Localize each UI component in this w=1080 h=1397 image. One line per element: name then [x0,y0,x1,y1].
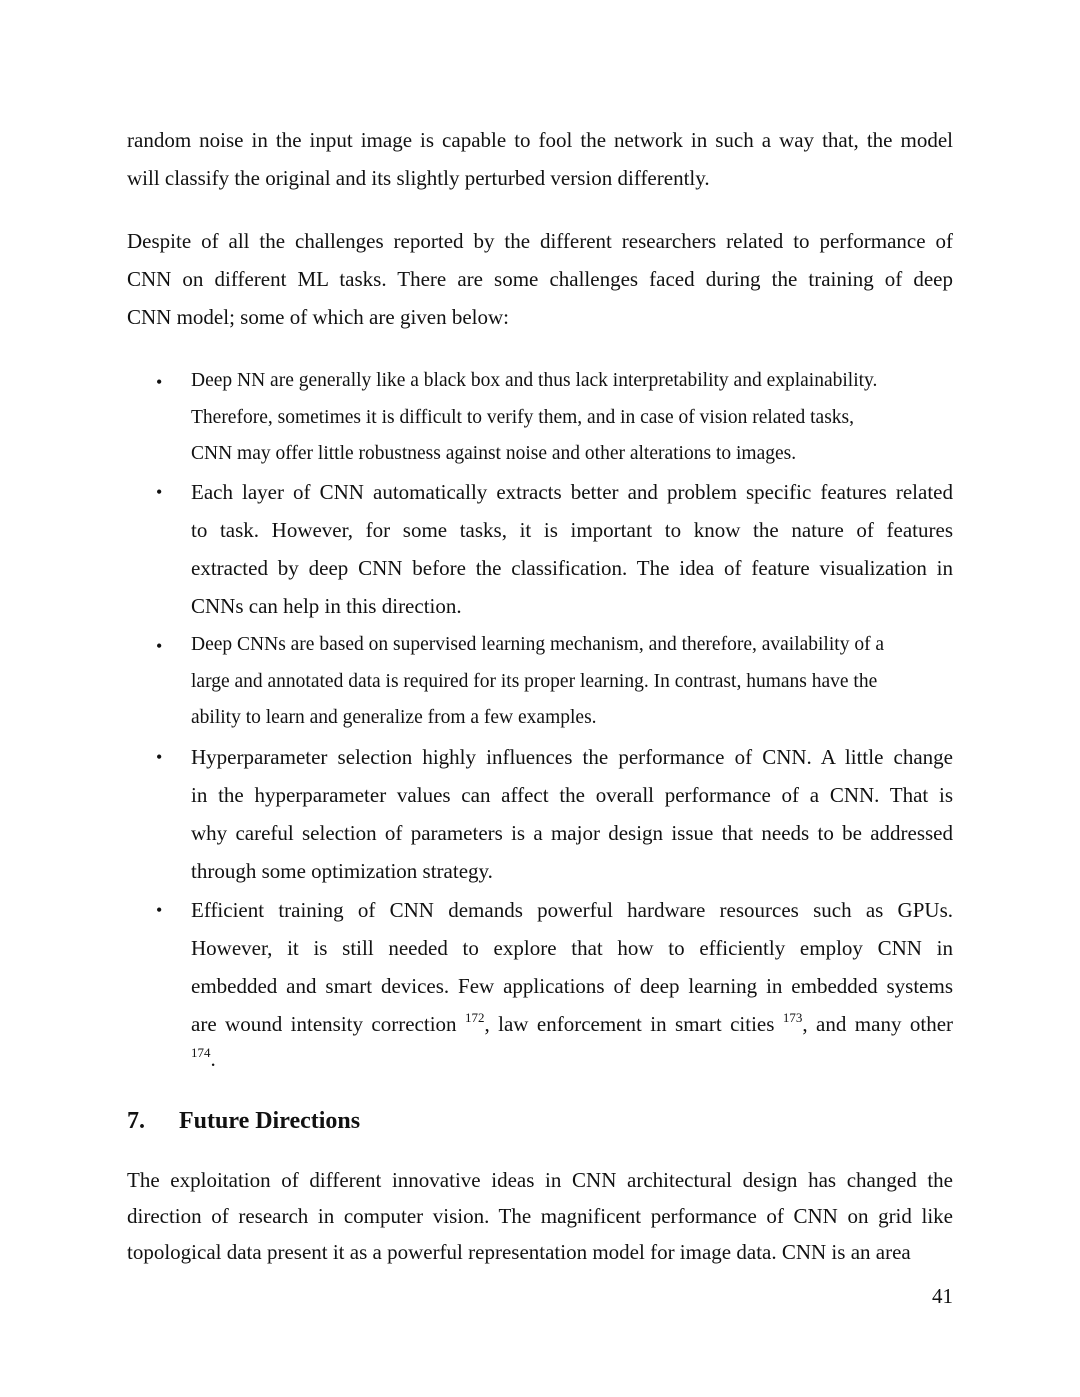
section-title: Future Directions [179,1108,361,1134]
text-line: embedded and smart devices. Few applications of deep learning in embedded systems [191,974,953,998]
text-line: CNNs can help in this direction. [191,594,462,618]
section-number: 7. [127,1108,145,1134]
text-segment: , and many other [802,1012,953,1036]
bullet-text [191,738,953,890]
paragraph-future-directions [127,1162,953,1270]
text-line: CNN on different ML tasks. There are some challenges faced during the training of deep [127,267,953,291]
text-line: CNN may offer little robustness against noise and other alterations to images. [191,443,797,464]
text-line: random noise in the input image is capable to fool the network in such a way that, the model [127,128,953,152]
text-segment: are wound intensity correction [191,1012,465,1036]
bullet-marker: • [156,482,163,502]
bullet-item [127,473,953,625]
bullet-marker: • [156,636,163,656]
text-line: large and annotated data is required for its proper learning. In contrast, humans have the [191,670,878,692]
citation-ref: 172 [464,1010,485,1025]
text-line: why careful selection of parameters is a major design issue that needs to be addressed [191,821,953,845]
text-line: through some optimization strategy. [191,859,493,883]
text-line: However, it is still needed to explore that how to efficiently employ CNN in [191,936,953,960]
text-line: The exploitation of different innovative ideas in CNN architectural design has changed the [127,1168,953,1192]
bullet-marker: • [156,900,163,920]
text-line: Hyperparameter selection highly influences the performance of CNN. A little change [191,745,953,769]
text-segment: , law enforcement in smart cities [484,1012,783,1036]
text-line: CNN model; some of which are given below: [127,305,509,329]
bullet-marker: • [156,372,163,392]
bullet-item [127,891,953,1076]
bullet-item [127,738,953,890]
text-line: Efficient training of CNN demands powerful hardware resources such as GPUs. [191,898,953,922]
bullet-item [127,627,953,737]
text-line: topological data present it as a powerful representation model for image data. CNN is an area [127,1240,911,1264]
text-line [191,1005,953,1043]
text-line: will classify the original and its slightly perturbed version differently. [127,166,710,190]
bullet-marker: • [156,747,163,767]
text-line: Each layer of CNN automatically extracts better and problem specific features related [191,480,953,504]
text-line: Despite of all the challenges reported by the different researchers related to performance of [127,229,953,253]
text-line: to task. However, for some tasks, it is important to know the nature of features [191,518,953,542]
text-line: in the hyperparameter values can affect the overall performance of a CNN. That is [191,783,953,807]
citation-ref: 173 [782,1010,803,1025]
text-line [191,1043,953,1076]
paragraph-intro [127,121,953,197]
text-line: Therefore, sometimes it is difficult to verify them, and in case of vision related tasks, [191,406,854,428]
text-line: Deep CNNs are based on supervised learning mechanism, and therefore, availability of a [191,634,885,655]
paragraph-challenges [127,222,953,336]
text-segment: . [210,1047,216,1071]
bullet-text [191,363,953,473]
page-number: 41 [932,1284,953,1308]
text-line: ability to learn and generalize from a few examples. [191,707,597,728]
bullet-item [127,363,953,473]
bullet-text [191,627,953,737]
citation-ref: 174 [191,1045,211,1060]
text-line: extracted by deep CNN before the classification. The idea of feature visualization in [191,556,953,580]
text-line: Deep NN are generally like a black box and thus lack interpretability and explainability. [191,370,878,391]
section-heading [127,1108,360,1135]
bullet-text [191,891,953,1076]
bullet-text [191,473,953,625]
text-line: direction of research in computer vision. The magnificent performance of CNN on grid like [127,1204,953,1228]
